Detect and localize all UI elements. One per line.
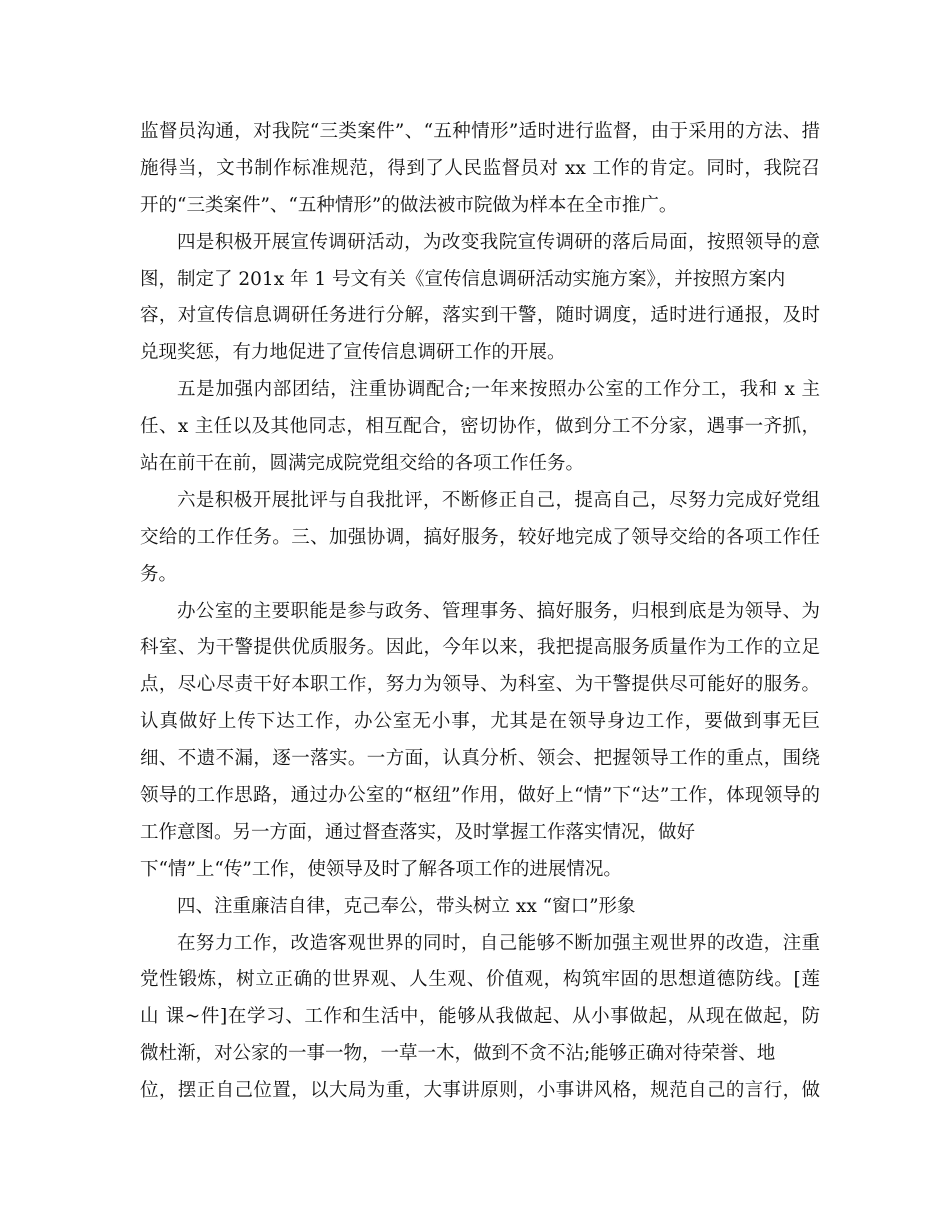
text-line: 兑现奖惩，有力地促进了宣传信息调研工作的开展。	[140, 342, 566, 364]
text-line: 下“情”上“传”工作，使领导及时了解各项工作的进展情况。	[140, 858, 622, 880]
text-line: 图，制定了 201x 年 1 号文有关《宣传信息调研活动实施方案》，并按照方案内	[140, 268, 786, 290]
text-line: 党性锻炼，树立正确的世界观、人生观、价值观，构筑牢固的思想道德防线。[莲	[140, 969, 820, 991]
text-line: 位，摆正自己位置，以大局为重，大事讲原则，小事讲风格，规范自己的言行，做	[140, 1080, 820, 1102]
text-line: 站在前干在前，圆满完成院党组交给的各项工作任务。	[140, 453, 585, 475]
text-line: 办公室的主要职能是参与政务、管理事务、搞好服务，归根到底是为领导、为	[177, 600, 820, 622]
text-line: 四是积极开展宣传调研活动，为改变我院宣传调研的落后局面，按照领导的意	[177, 231, 820, 253]
text-line: 务。	[140, 563, 178, 585]
text-line: 六是积极开展批评与自我批评，不断修正自己，提高自己，尽努力完成好党组	[177, 489, 820, 511]
text-line: 四、注重廉洁自律，克己奉公，带头树立 xx “窗口”形象	[177, 895, 636, 917]
text-line: 施得当，文书制作标准规范，得到了人民监督员对 xx 工作的肯定。同时，我院召	[140, 157, 820, 179]
text-line: 五是加强内部团结，注重协调配合;一年来按照办公室的工作分工，我和 x 主	[177, 379, 820, 401]
text-line: 容，对宣传信息调研任务进行分解，落实到干警，随时调度，适时进行通报，及时	[140, 305, 820, 327]
document-body	[140, 114, 820, 1110]
text-line: 细、不遗不漏，逐一落实。一方面，认真分析、领会、把握领导工作的重点，围绕	[140, 748, 820, 770]
text-line: 领导的工作思路，通过办公室的“枢纽”作用，做好上“情”下“达”工作，体现领导的	[140, 785, 820, 807]
text-line: 交给的工作任务。三、加强协调，搞好服务，较好地完成了领导交给的各项工作任	[140, 526, 820, 548]
text-line: 开的“三类案件”、“五种情形”的做法被市院做为样本在全市推广。	[140, 194, 678, 216]
text-line: 山 课~件]在学习、工作和生活中，能够从我做起、从小事做起，从现在做起，防	[140, 1006, 820, 1028]
text-line: 在努力工作，改造客观世界的同时，自己能够不断加强主观世界的改造，注重	[177, 932, 820, 954]
text-line: 任、x 主任以及其他同志，相互配合，密切协作，做到分工不分家，遇事一齐抓，	[140, 416, 820, 438]
text-line: 工作意图。另一方面，通过督查落实，及时掌握工作落实情况，做好	[140, 821, 696, 843]
text-line: 认真做好上传下达工作，办公室无小事，尤其是在领导身边工作，要做到事无巨	[140, 711, 820, 733]
text-line: 微杜渐，对公家的一事一物，一草一木，做到不贪不沾;能够正确对待荣誉、地	[140, 1043, 776, 1065]
text-line: 科室、为干警提供优质服务。因此，今年以来，我把提高服务质量作为工作的立足	[140, 637, 820, 659]
text-line: 监督员沟通，对我院“三类案件”、“五种情形”适时进行监督，由于采用的方法、措	[140, 121, 820, 142]
text-line: 点，尽心尽责干好本职工作，努力为领导、为科室、为干警提供尽可能好的服务。	[140, 674, 820, 696]
